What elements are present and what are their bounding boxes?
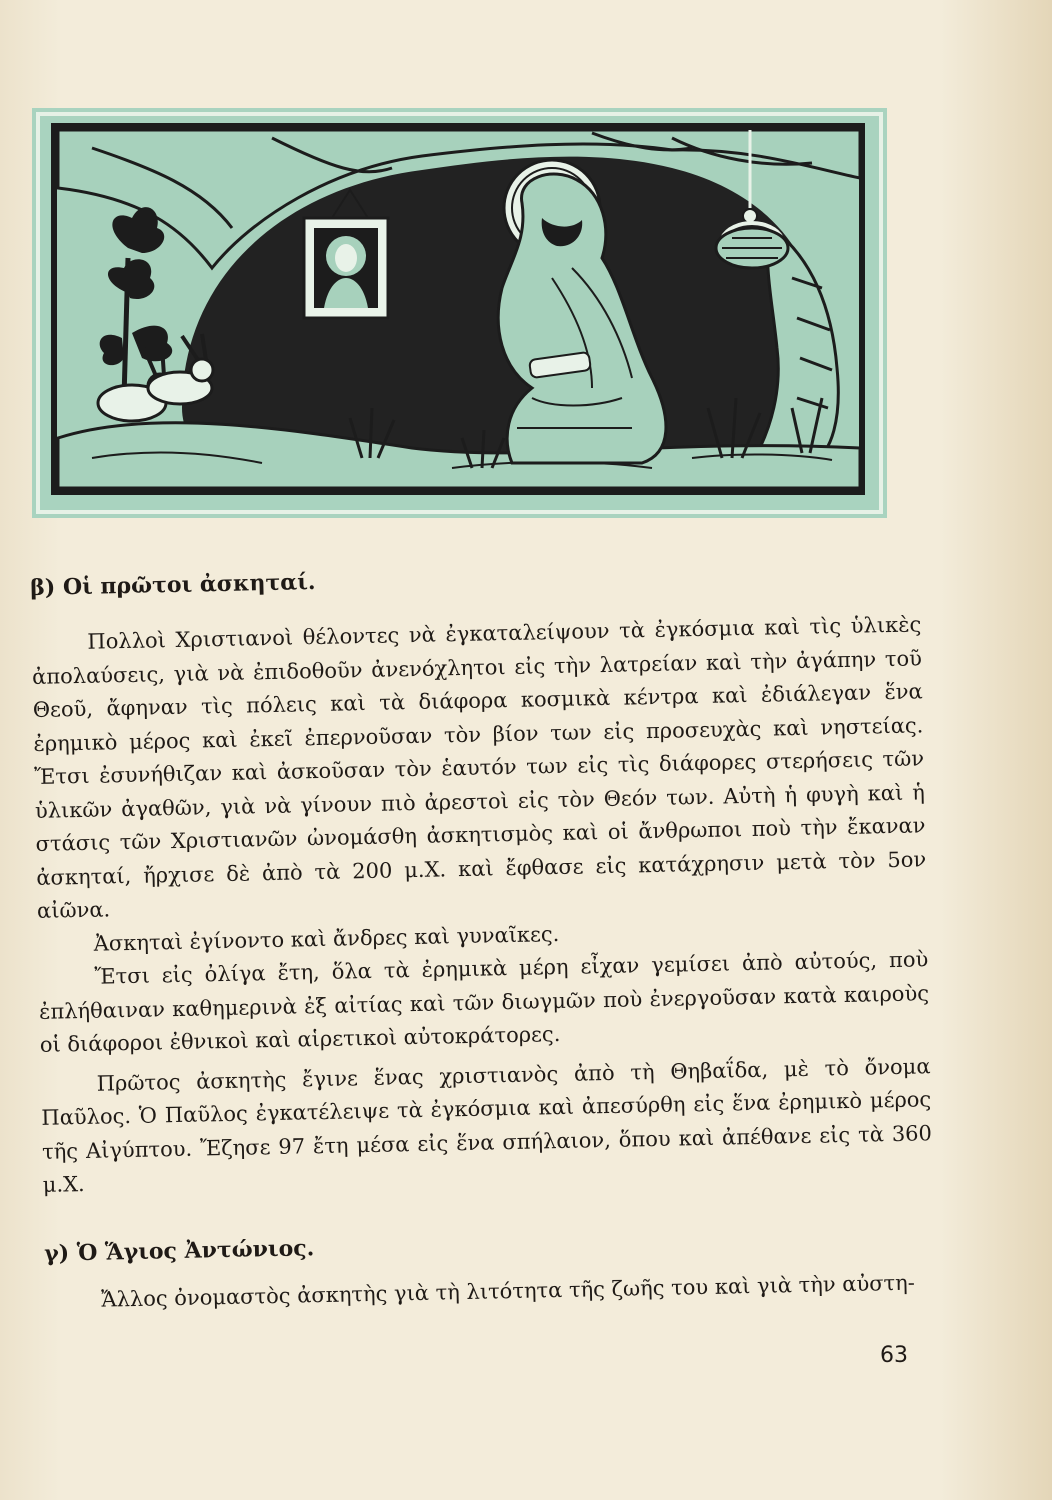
woodcut-illustration bbox=[32, 108, 887, 518]
hermit-scene bbox=[32, 108, 887, 518]
paragraph-2: Ἀσκηταὶ ἐγίνοντο καὶ ἄνδρες καὶ γυναῖκες. bbox=[93, 921, 560, 956]
paragraph-1: Πολλοὶ Χριστιανοὶ θέλοντες νὰ ἐγκαταλείψουν τὰ ἐγκόσμια καὶ τὶς ὑλικὲς ἀπολαύσεις, γιὰ νὰ ἐπιδοθοῦν ἀνενόχλητοι εἰς τὴν λατρείαν καὶ τὴν ἀγάπην τοῦ Θεοῦ, ἄφηναν τὶς πόλεις καὶ τὰ διάφορα κοσμικὰ κέντρα καὶ ἐδιάλεγαν ἕνα ἐρημικὸ μέρος καὶ ἐκεῖ ἐπερνοῦσαν τὸν βίον των εἰς προσευχὰς καὶ νηστείας. Ἔτσι ἐσυνήθιζαν καὶ ἀσκοῦσαν τὸν ἑαυτόν των εἰς τὶς διάφορες στερήσεις τῶν ὑλικῶν ἀγαθῶν, γιὰ νὰ γίνουν πιὸ ἀρεστοὶ εἰς τὸν Θεόν των. Αὐτὴ ἡ φυγὴ καὶ ἡ στάσις τῶν Χριστιανῶν ὠνομάσθη ἀσκητισμὸς καὶ οἱ ἄνθρωποι ποὺ τὴν ἔκαναν ἀσκηταί, ἤρχισε δὲ ἀπὸ τὰ 200 μ.Χ. καὶ ἔφθασε εἰς κατάχρησιν μετὰ τὸν 5ον αἰῶνα. bbox=[31, 612, 927, 923]
section-heading-gamma: γ) Ὁ Ἅγιος Ἀντώνιος. bbox=[43, 1234, 315, 1267]
paragraph-5: Ἄλλος ὀνομαστὸς ἀσκητὴς γιὰ τὴ λιτότητα τῆς ζωῆς του καὶ γιὰ τὴν αὐστη- bbox=[100, 1270, 916, 1312]
paragraph-4: Πρῶτος ἀσκητὴς ἔγινε ἕνας χριστιανὸς ἀπὸ τὴ Θηβαΐδα, μὲ τὸ ὄνομα Παῦλος. Ὁ Παῦλος ἐγκατέλειψε τὰ ἐγκόσμια καὶ ἀπεσύρθη εἰς ἕνα ἐρημικὸ μέρος τῆς Αἰγύπτου. Ἔζησε 97 ἔτη μέσα εἰς ἕνα σπήλαιον, ὅπου καὶ ἀπέθανε εἰς τὰ 360 μ.Χ. bbox=[41, 1053, 933, 1197]
section-heading-beta: β) Οἱ πρῶτοι ἀσκηταί. bbox=[30, 569, 316, 601]
paragraph-3: Ἔτσι εἰς ὀλίγα ἔτη, ὅλα τὰ ἐρημικὰ μέρη εἶχαν γεμίσει ἀπὸ αὐτούς, ποὺ ἐπλήθαιναν καθημερινὰ ἐξ αἰτίας καὶ τῶν διωγμῶν ποὺ ἐνεργοῦσαν κατὰ καιροὺς οἱ διάφοροι ἐθνικοὶ καὶ αἱρετικοὶ αὐτοκράτορες. bbox=[38, 947, 930, 1057]
text-column bbox=[30, 556, 935, 1317]
page-number: 63 bbox=[880, 1343, 908, 1368]
